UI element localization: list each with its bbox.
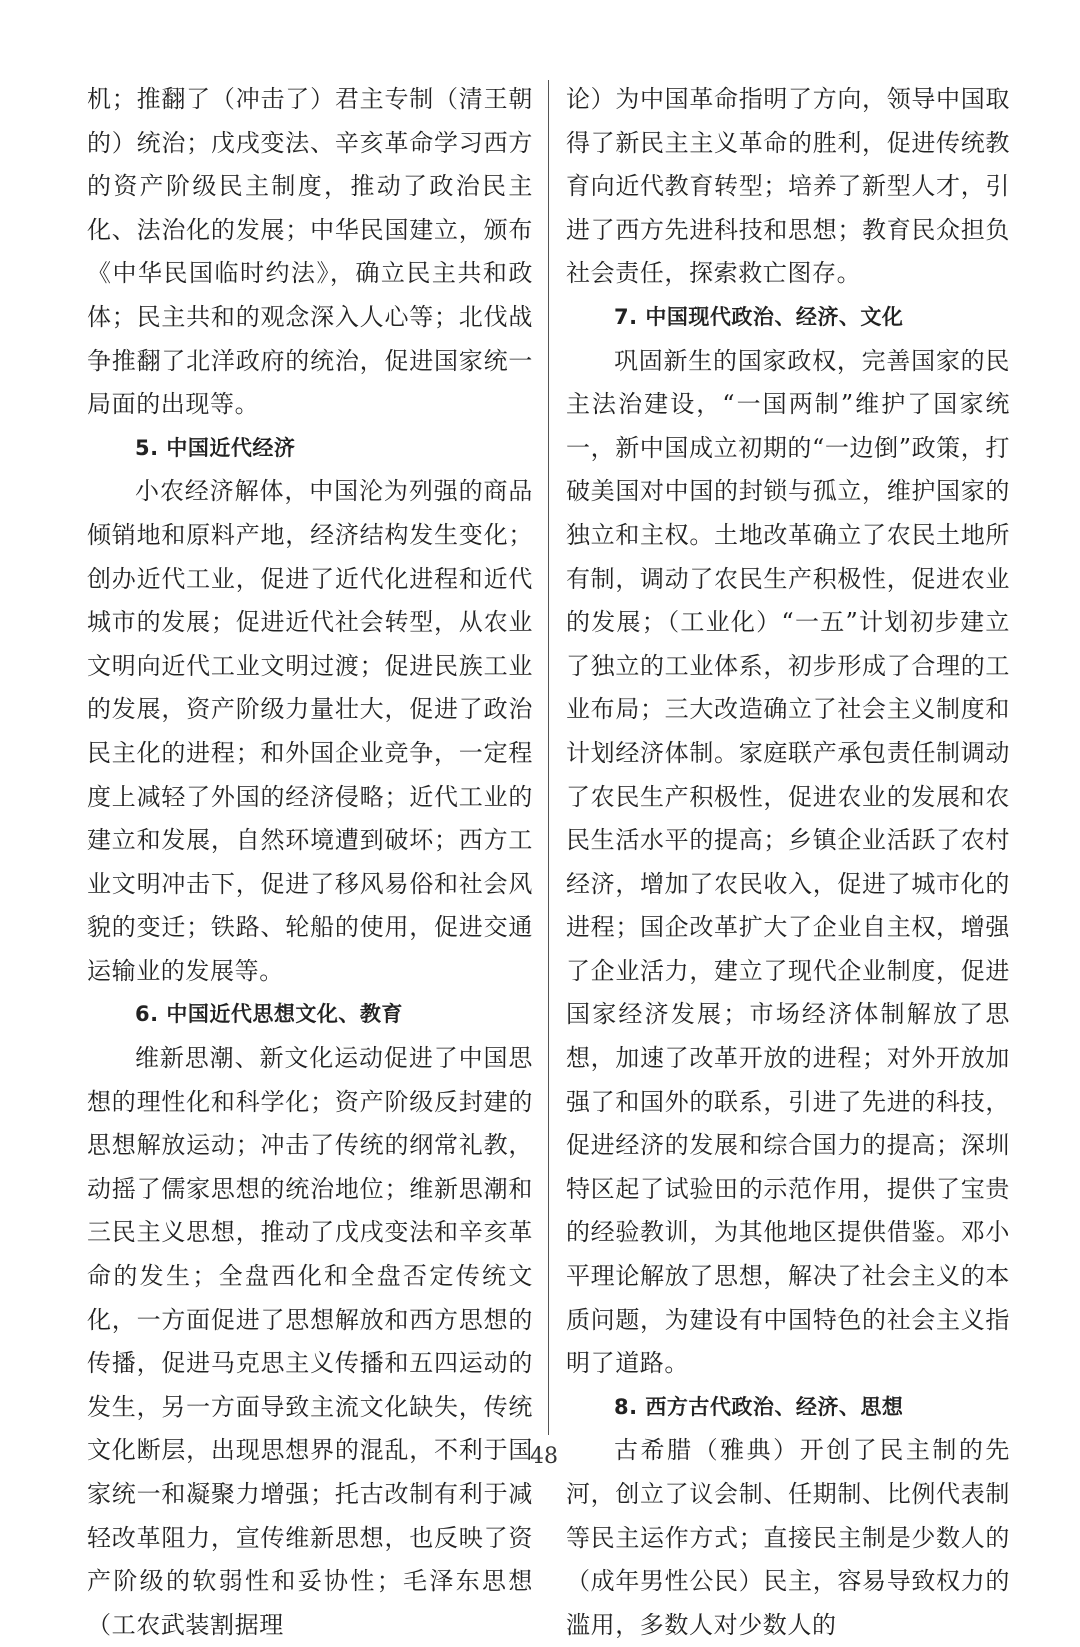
paragraph-continued: 机；推翻了（冲击了）君主专制（清王朝的）统治；戊戌变法、辛亥革命学习西方的资产阶级民主制度，推动了政治民主化、法治化的发展；中华民国建立，颁布《中华民国临时约法》，确立民主共和政体；民主共和的观念深入人心等；北伐战争推翻了北洋政府的统治，促进国家统一局面的出现等。 — [87, 85, 533, 419]
section-heading-8: 8. 西方古代政治、经济、思想 — [614, 1394, 904, 1419]
section-heading-7: 7. 中国现代政治、经济、文化 — [614, 304, 904, 329]
column-divider — [548, 80, 549, 1435]
paragraph-section-7: 巩固新生的国家政权，完善国家的民主法治建设，“一国两制”维护了国家统一，新中国成立初期的“一边倒”政策，打破美国对中国的封锁与孤立，维护国家的独立和主权。土地改革确立了农民土地所有制，调动了农民生产积极性，促进农业的发展；（工业化）“一五”计划初步建立了独立的工业体系，初步形成了合理的工业布局；三大改造确立了社会主义制度和计划经济体制。家庭联产承包责任制调动了农民生产积极性，促进农业的发展和农民生活水平的提高；乡镇企业活跃了农村经济，增加了农民收入，促进了城市化的进程；国企改革扩大了企业自主权，增强了企业活力，建立了现代企业制度，促进国家经济发展；市场经济体制解放了思想，加速了改革开放的进程；对外开放加强了和国外的联系，引进了先进的科技，促进经济的发展和综合国力的提高；深圳特区起了试验田的示范作用，提供了宝贵的经验教训，为其他地区提供借鉴。邓小平理论解放了思想，解决了社会主义的本质问题，为建设有中国特色的社会主义指明了道路。 — [566, 346, 1010, 1378]
left-column — [87, 78, 533, 1639]
page-number: 48 — [530, 1444, 558, 1469]
paragraph-section-5: 小农经济解体，中国沦为列强的商品倾销地和原料产地，经济结构发生变化；创办近代工业，促进了近代化进程和近代城市的发展；促进近代社会转型，从农业文明向近代工业文明过渡；促进民族工业的发展，资产阶级力量壮大，促进了政治民主化的进程；和外国企业竞争，一定程度上减轻了外国的经济侵略；近代工业的建立和发展，自然环境遭到破坏；西方工业文明冲击下，促进了移风易俗和社会风貌的变迁；铁路、轮船的使用，促进交通运输业的发展等。 — [87, 477, 533, 985]
paragraph-section-6: 维新思潮、新文化运动促进了中国思想的理性化和科学化；资产阶级反封建的思想解放运动；冲击了传统的纲常礼教，动摇了儒家思想的统治地位；维新思潮和三民主义思想，推动了戊戌变法和辛亥革命的发生；全盘西化和全盘否定传统文化，一方面促进了思想解放和西方思想的传播，促进马克思主义传播和五四运动的发生，另一方面导致主流文化缺失，传统文化断层，出现思想界的混乱，不利于国家统一和凝聚力增强；托古改制有利于减轻改革阻力，宣传维新思想，也反映了资产阶级的软弱性和妥协性；毛泽东思想（工农武装割据理 — [87, 1044, 533, 1639]
section-heading-6: 6. 中国近代思想文化、教育 — [135, 1002, 403, 1027]
section-heading-5: 5. 中国近代经济 — [135, 435, 296, 460]
paragraph-continued-right: 论）为中国革命指明了方向，领导中国取得了新民主主义革命的胜利，促进传统教育向近代教育转型；培养了新型人才，引进了西方先进科技和思想；教育民众担负社会责任，探索救亡图存。 — [566, 85, 1010, 288]
right-column — [566, 78, 1010, 1639]
paragraph-section-8: 古希腊（雅典）开创了民主制的先河，创立了议会制、任期制、比例代表制等民主运作方式；直接民主制是少数人的（成年男性公民）民主，容易导致权力的滥用，多数人对少数人的 — [566, 1436, 1010, 1639]
